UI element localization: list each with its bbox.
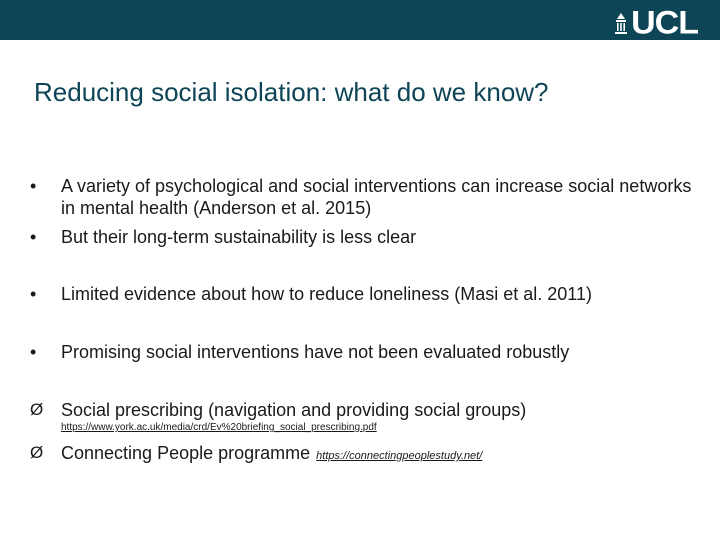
arrow-text: Social prescribing (navigation and providing social groups) xyxy=(61,400,527,420)
arrow-text: Connecting People programme xyxy=(61,443,311,463)
bullet-text: But their long-term sustainability is less clear xyxy=(61,227,417,247)
bullet-dot: • xyxy=(30,227,37,247)
bullet-item xyxy=(30,226,700,248)
bullet-dot: • xyxy=(30,176,37,196)
arrow-item xyxy=(30,442,700,467)
header-band xyxy=(0,0,720,40)
bullet-item xyxy=(30,341,700,363)
arrow-bullet-icon: Ø xyxy=(30,443,44,462)
arrow-bullet-icon: Ø xyxy=(30,400,44,419)
bullet-text: Promising social interventions have not been evaluated robustly xyxy=(61,342,570,362)
bullet-text: A variety of psychological and social interventions can increase social networks in mental health (Anderson et al. 2015) xyxy=(61,176,692,218)
social-prescribing-link[interactable]: https://www.york.ac.uk/media/crd/Ev%20briefing_social_prescribing.pdf xyxy=(61,422,377,433)
bullet-text: Limited evidence about how to reduce loneliness (Masi et al. 2011) xyxy=(61,284,592,304)
bullet-item xyxy=(30,175,700,219)
ucl-logo xyxy=(613,5,698,39)
connecting-people-link[interactable]: https://connectingpeoplestudy.net/ xyxy=(316,450,483,462)
slide-title: Reducing social isolation: what do we know? xyxy=(34,77,549,107)
portico-icon xyxy=(613,11,629,39)
logo-text: UCL xyxy=(631,4,698,41)
bullet-dot: • xyxy=(30,342,37,362)
arrow-item xyxy=(30,399,700,421)
bullet-dot: • xyxy=(30,284,37,304)
bullet-item xyxy=(30,283,700,305)
